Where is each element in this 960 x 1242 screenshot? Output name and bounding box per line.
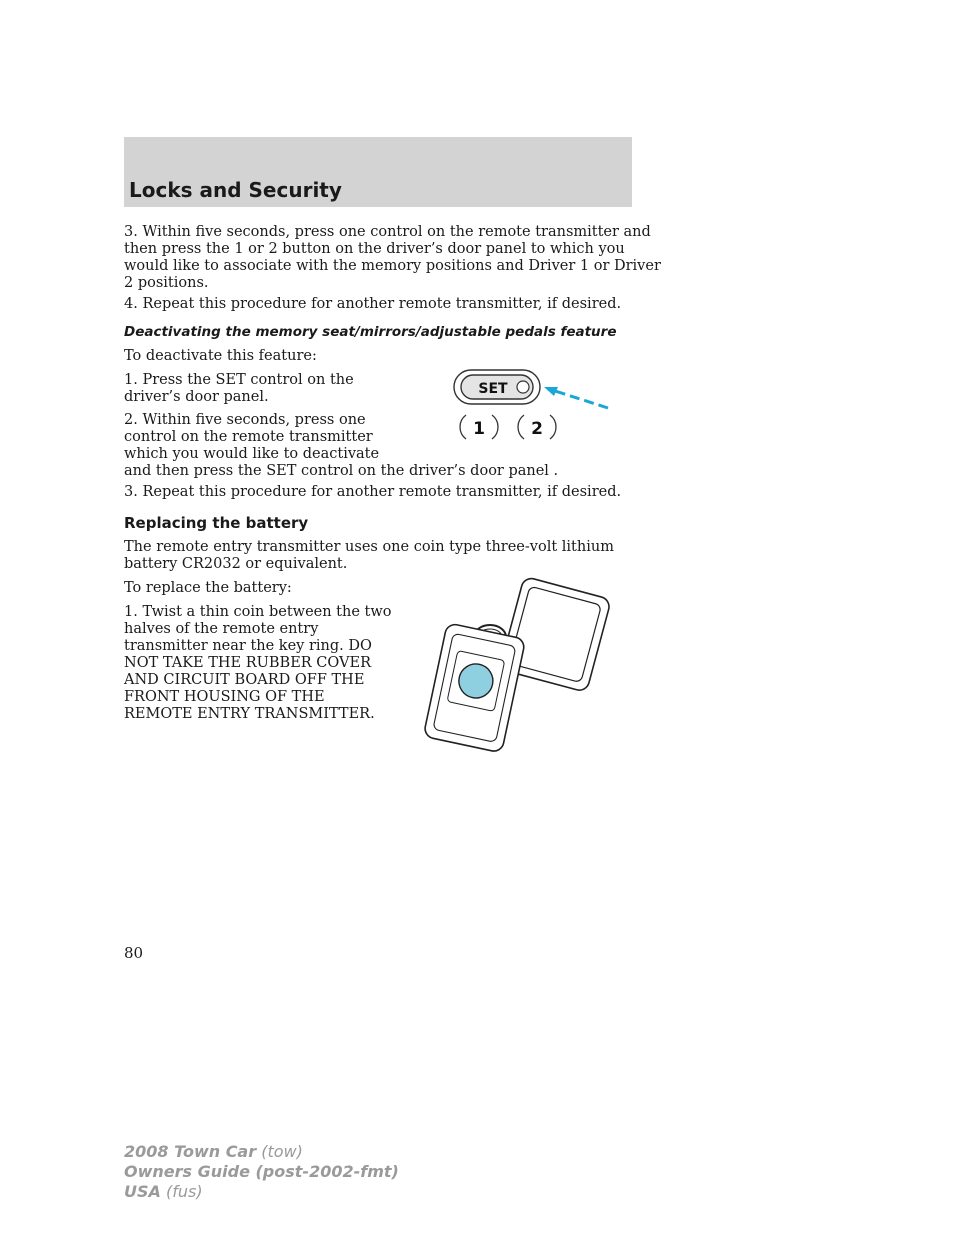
text-line: then press the 1 or 2 button on the driver’s door panel to which you xyxy=(124,241,625,257)
footer-line-1 xyxy=(124,1142,399,1162)
text-line: 2. Within five seconds, press one xyxy=(124,412,366,428)
battery-heading: Replacing the battery xyxy=(124,514,309,532)
text-line: 1. Press the SET control on the xyxy=(124,372,354,388)
text-line: REMOTE ENTRY TRANSMITTER. xyxy=(124,706,375,722)
footer-line-3 xyxy=(124,1182,399,1202)
step4-paragraph: 4. Repeat this procedure for another remote transmitter, if desired. xyxy=(124,296,622,312)
battery-intro xyxy=(124,539,614,573)
deactivate-intro: To deactivate this feature: xyxy=(124,348,317,364)
text-line: which you would like to deactivate xyxy=(124,446,380,462)
text-line: would like to associate with the memory positions and Driver 1 or Driver xyxy=(124,258,661,274)
text-line: The remote entry transmitter uses one coin type three-volt lithium xyxy=(124,539,614,555)
memory-button-2-label: 2 xyxy=(531,419,543,439)
remote-transmitter-illustration xyxy=(420,575,620,760)
set-indicator-icon xyxy=(517,381,529,393)
battery-replace-intro: To replace the battery: xyxy=(124,580,292,596)
footer-model-code: (tow) xyxy=(261,1142,303,1161)
deactivate-step1 xyxy=(124,372,354,406)
text-line: NOT TAKE THE RUBBER COVER xyxy=(124,655,372,671)
text-line: AND CIRCUIT BOARD OFF THE xyxy=(124,672,365,688)
text-line: control on the remote transmitter xyxy=(124,429,373,445)
text-line: battery CR2032 or equivalent. xyxy=(124,556,348,572)
door-panel-illustration xyxy=(440,362,620,452)
text-line: and then press the SET control on the driver’s door panel . xyxy=(124,463,559,479)
footer-market-code: (fus) xyxy=(166,1182,203,1201)
deactivate-heading: Deactivating the memory seat/mirrors/adjustable pedals feature xyxy=(124,324,617,340)
set-label: SET xyxy=(478,381,508,397)
section-title: Locks and Security xyxy=(129,178,342,202)
transmitter-front-housing xyxy=(423,623,525,753)
text-line: 3. Within five seconds, press one control on the remote transmitter and xyxy=(124,224,651,240)
deactivate-step3: 3. Repeat this procedure for another remote transmitter, if desired. xyxy=(124,484,622,500)
footer-market: USA xyxy=(124,1182,161,1201)
text-line: driver’s door panel. xyxy=(124,389,269,405)
battery-step1 xyxy=(124,604,392,723)
footer-model: 2008 Town Car xyxy=(124,1142,257,1161)
footer-line-2 xyxy=(124,1162,399,1182)
step3-paragraph xyxy=(124,224,661,292)
page-number: 80 xyxy=(124,944,144,962)
section-header-band xyxy=(124,137,632,207)
footer-guide: Owners Guide (post-2002-fmt) xyxy=(124,1162,399,1181)
text-line: 2 positions. xyxy=(124,275,209,291)
text-line: 1. Twist a thin coin between the two xyxy=(124,604,392,620)
pointer-arrow-head xyxy=(544,387,558,396)
text-line: FRONT HOUSING OF THE xyxy=(124,689,325,705)
pointer-arrow-line xyxy=(552,390,608,408)
text-line: halves of the remote entry xyxy=(124,621,319,637)
text-line: transmitter near the key ring. DO xyxy=(124,638,372,654)
memory-button-1-label: 1 xyxy=(473,419,485,439)
footer xyxy=(124,1142,399,1202)
